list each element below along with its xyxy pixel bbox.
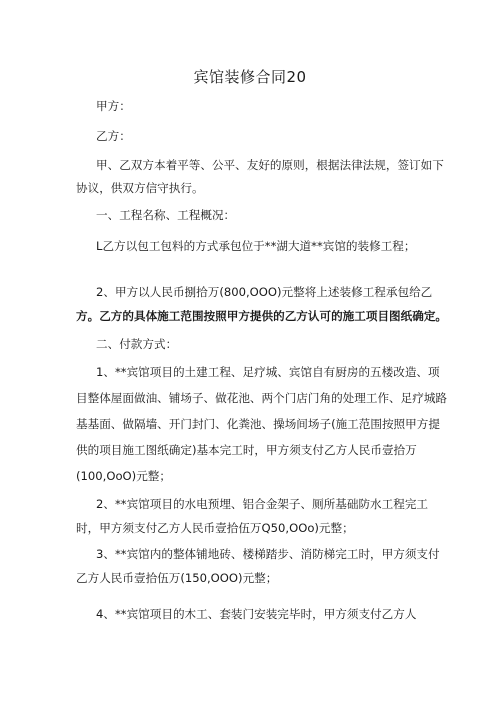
paragraph-line: 协议，供双方信守执行。 [76, 181, 204, 195]
paragraph-line: 4、**宾馆项目的木工、套装门安装完毕时，甲方须支付乙方人 [96, 607, 417, 621]
paragraph-line: 1、**宾馆项目的土建工程、足疗城、宾馆自有厨房的五楼改造、项 [96, 365, 440, 379]
paragraph-line: (100,OoO)元整； [76, 469, 171, 483]
paragraph-line: 方。乙方的具体施工范围按照甲方提供的乙方认可的施工项目图纸确定。 [76, 309, 448, 323]
paragraph-line: 乙方人民币壹拾伍万(150,OOO)元整； [76, 571, 278, 585]
section-heading: 一、工程名称、工程概况： [96, 208, 236, 222]
paragraph-line: 时，甲方须支付乙方人民币壹拾伍万Q50,OOo)元整； [76, 521, 354, 535]
paragraph-line: L乙方以包工包料的方式承包位于**湖大道**宾馆的装修工程； [96, 239, 416, 253]
party-a-line: 甲方： [96, 99, 131, 113]
paragraph-line: 2、**宾馆项目的水电预埋、铝合金架子、厕所基础防水工程完工 [96, 497, 429, 511]
paragraph-line: 甲、乙双方本着平等、公平、友好的原则，根据法律法规，签订如下 [96, 158, 444, 172]
paragraph-line: 目整体屋面做油、铺场子、做花池、两个门店门角的处理工作、足疗城路 [76, 391, 448, 405]
party-b-line: 乙方： [96, 129, 131, 143]
document-title: 宾馆装修合同20 [193, 68, 307, 86]
paragraph-line: 基基面、做隔墙、开门封门、化粪池、操场间场子(施工范围按照甲方提 [76, 417, 440, 431]
paragraph-line: 供的项目施工图纸确定)基本完工时，甲方须支付乙方人民币壹拾万 [76, 443, 417, 457]
paragraph-line: 2、甲方以人民币捌拾万(800,OOO)元整将上述装修工程承包给乙 [96, 285, 433, 299]
section-heading: 二、付款方式： [96, 337, 178, 351]
paragraph-line: 3、**宾馆内的整体铺地砖、楼梯踏步、消防梯完工时，甲方须支付 [96, 547, 440, 561]
